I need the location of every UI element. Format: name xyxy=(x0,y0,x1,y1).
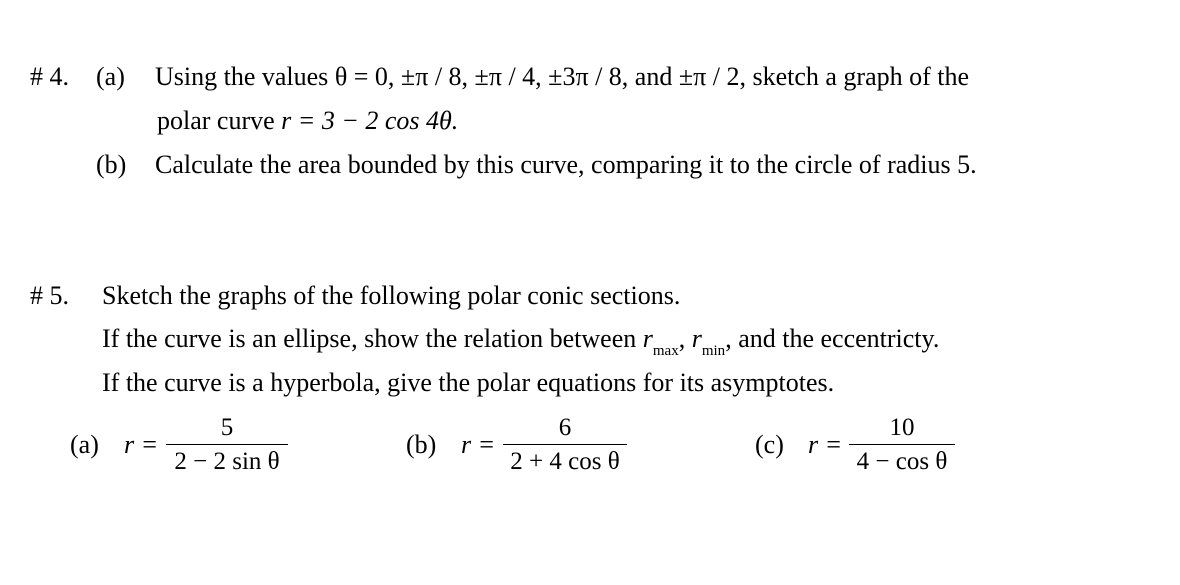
conic-c-fraction xyxy=(849,414,955,476)
problem-4a-equation: r = 3 − 2 cos 4θ. xyxy=(281,106,459,135)
conic-b-denominator: 2 + 4 cos θ xyxy=(510,448,620,475)
conic-a-numerator: 5 xyxy=(220,414,234,441)
problem-5-line2-end: and the eccentricty. xyxy=(731,324,940,353)
problem-5-number: # 5. xyxy=(30,281,69,310)
problem-4a-line1 xyxy=(155,62,969,92)
problem-4a-line2 xyxy=(157,106,458,136)
conic-c-denominator: 4 − cos θ xyxy=(856,448,948,475)
problem-5-line2: If the curve is an ellipse, show the relation between $r_{max}$, $r_{min}$, and the eccentricty. xyxy=(102,324,940,359)
problem-4a-label: (a) xyxy=(96,62,125,91)
conic-c-numerator: 10 xyxy=(889,414,915,441)
problem-4b-label: (b) xyxy=(96,150,127,179)
r-max-symbol: $r_{max}$ xyxy=(642,324,679,359)
problem-4b-text: Calculate the area bounded by this curve, comparing it to the circle of radius 5. xyxy=(155,150,977,179)
problem-4a-instruction: sketch a graph of the xyxy=(745,62,970,91)
conic-b-lhs: r = xyxy=(461,430,496,459)
conic-c-label: (c) xyxy=(755,430,784,459)
fraction-bar xyxy=(849,444,955,445)
problem-5-line1: Sketch the graphs of the following polar conic sections. xyxy=(102,281,681,310)
conic-b-numerator: 6 xyxy=(558,414,572,441)
problem-4a-intro: Using the values xyxy=(155,62,335,91)
r-min-symbol: $r_{min}$ xyxy=(691,324,726,359)
fraction-bar xyxy=(166,444,288,445)
conic-a-label: (a) xyxy=(70,430,99,459)
problem-4a-curve-text: polar curve xyxy=(157,106,282,135)
problem-4a-values: θ = 0, ±π / 8, ±π / 4, ±3π / 8, and ±π / 2, xyxy=(334,62,746,91)
problem-4-number: # 4. xyxy=(30,62,69,91)
problem-5-line3: If the curve is a hyperbola, give the polar equations for its asymptotes. xyxy=(102,368,835,397)
problem-5-line2-text: If the curve is an ellipse, show the relation between xyxy=(102,324,643,353)
conic-a-denominator: 2 − 2 sin θ xyxy=(174,448,280,475)
conic-b-label: (b) xyxy=(406,430,437,459)
conic-a-lhs: r = xyxy=(124,430,159,459)
conic-b-fraction xyxy=(503,414,627,476)
fraction-bar xyxy=(503,444,627,445)
conic-c-lhs: r = xyxy=(808,430,843,459)
conic-a-fraction xyxy=(166,414,288,476)
